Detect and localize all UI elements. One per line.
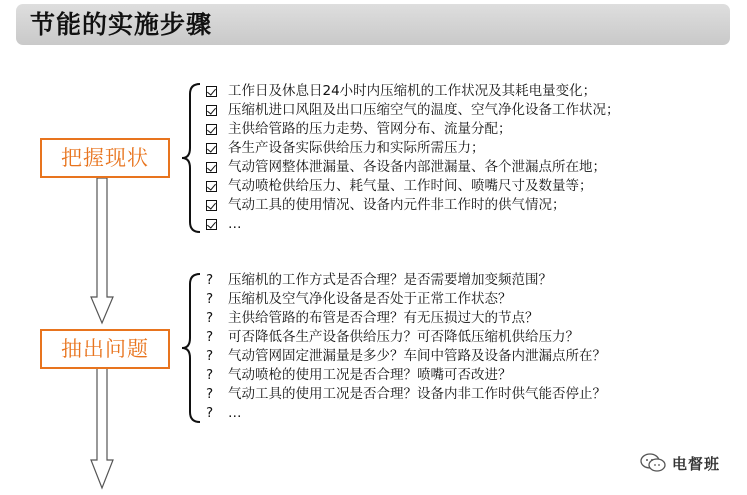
step-box-extract-problems: 抽出问题 [40,329,170,369]
brace-left-2 [180,272,202,424]
checkbox-checked-icon [206,86,217,97]
question-mark-icon: ? [206,386,214,402]
list-item: 压缩机进口风阻及出口压缩空气的温度、空气净化设备工作状况； [206,101,620,120]
question-mark-icon: ? [206,405,214,421]
question-mark-icon: ? [206,310,214,326]
list-item: ? 压缩机及空气净化设备是否处于正常工作状态？ [206,291,512,307]
list-item: ? 气动管网固定泄漏量是多少？车间中管路及设备内泄漏点所在？ [206,348,606,364]
list-item: ? 气动喷枪的使用工况是否合理？喷嘴可否改进？ [206,367,512,383]
checkbox-checked-icon [206,219,217,230]
list-item: ? 压缩机的工作方式是否合理？是否需要增加变频范围？ [206,272,552,288]
watermark-text: 电督班 [672,454,721,473]
question-mark-icon: ? [206,367,214,383]
question-mark-icon: ? [206,348,214,364]
list-item: 气动工具的使用情况、设备内元件非工作时的供气情况； [206,196,620,215]
list-item: 主供给管路的压力走势、管网分布、流量分配； [206,120,620,139]
arrow-down-1 [91,178,113,323]
title-bar [16,4,730,45]
checkbox-checked-icon [206,143,217,154]
checkbox-checked-icon [206,200,217,211]
page-title: 节能的实施步骤 [30,10,213,39]
status-checklist [206,82,620,234]
brace-left-1 [180,82,202,234]
list-item: ? 可否降低各生产设备供给压力？可否降低压缩机供给压力？ [206,329,579,345]
list-item: 各生产设备实际供给压力和实际所需压力； [206,139,620,158]
step-box-grasp-status: 把握现状 [40,138,170,178]
checkbox-checked-icon [206,105,217,116]
list-item: 工作日及休息日24小时内压缩机的工作状况及其耗电量变化； [206,82,620,101]
question-mark-icon: ? [206,291,214,307]
question-mark-icon: ? [206,272,214,288]
checkbox-checked-icon [206,162,217,173]
list-item: ? … [206,405,242,421]
chat-bubble-icon [640,453,666,473]
list-item: ? 主供给管路的布管是否合理？有无压损过大的节点？ [206,310,539,326]
list-item: ? 气动工具的使用工况是否合理？设备内非工作时供气能否停止？ [206,386,606,402]
problem-list [206,271,606,423]
checkbox-checked-icon [206,124,217,135]
arrow-down-2 [91,368,113,488]
list-item: 气动喷枪供给压力、耗气量、工作时间、喷嘴尺寸及数量等； [206,177,620,196]
watermark [640,451,720,475]
checkbox-checked-icon [206,181,217,192]
list-item: 气动管网整体泄漏量、各设备内部泄漏量、各个泄漏点所在地； [206,158,620,177]
question-mark-icon: ? [206,329,214,345]
list-item: … [206,215,620,234]
